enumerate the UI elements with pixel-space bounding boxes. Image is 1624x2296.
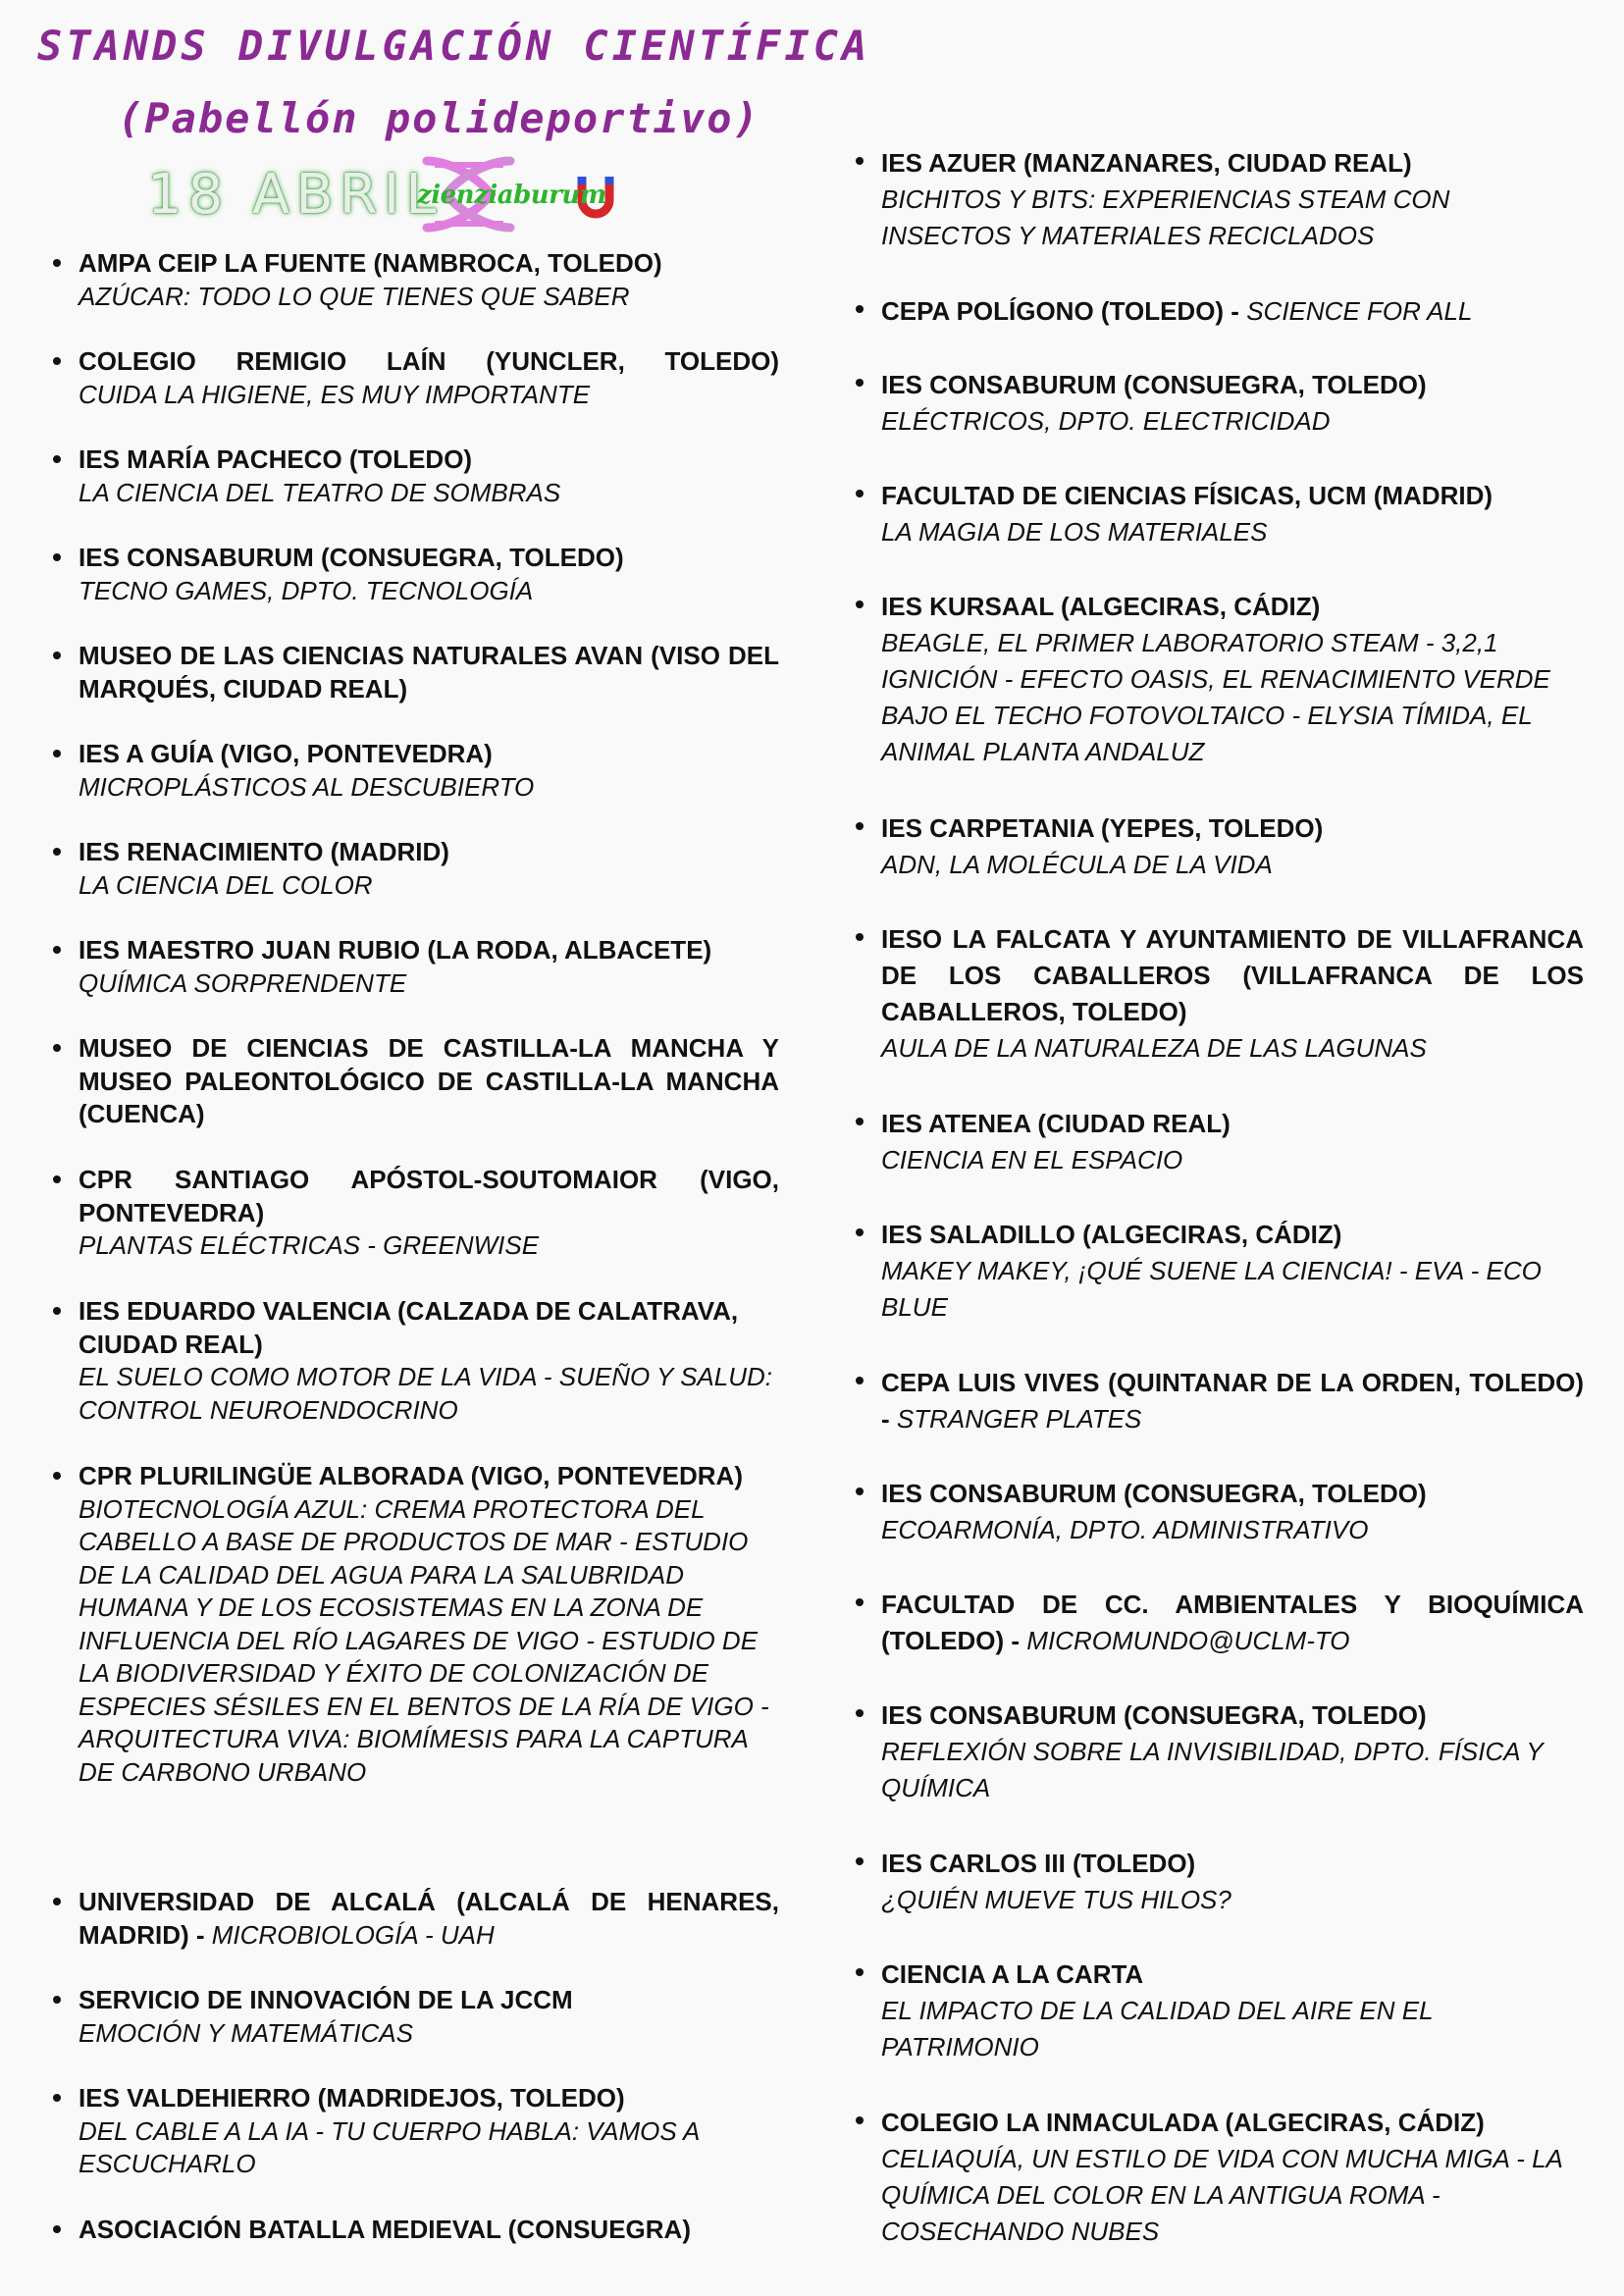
topic: REFLEXIÓN SOBRE LA INVISIBILIDAD, DPTO. FÍSICA Y QUÍMICA [881, 1737, 1544, 1802]
bullet-icon [856, 157, 864, 165]
institution: IES CONSABURUM (CONSUEGRA, TOLEDO) [881, 1700, 1427, 1730]
page-title: STANDS DIVULGACIÓN CIENTÍFICA [37, 22, 871, 70]
list-item [79, 2214, 779, 2247]
list-item [79, 1460, 779, 1789]
bullet-icon [856, 1968, 864, 1976]
topic: LA CIENCIA DEL COLOR [79, 869, 373, 900]
institution: FACULTAD DE CIENCIAS FÍSICAS, UCM (MADRID) [881, 481, 1493, 510]
institution: IES A GUÍA (VIGO, PONTEVEDRA) [79, 739, 493, 768]
institution: COLEGIO LA INMACULADA (ALGECIRAS, CÁDIZ) [881, 2108, 1485, 2137]
logo-text: zienziaburum [417, 181, 606, 210]
list-item [881, 810, 1584, 883]
bullet-icon [53, 946, 61, 954]
topic: LA MAGIA DE LOS MATERIALES [881, 517, 1268, 547]
topic: QUÍMICA SORPRENDENTE [79, 967, 407, 998]
institution: IES CONSABURUM (CONSUEGRA, TOLEDO) [881, 370, 1427, 399]
bullet-icon [53, 553, 61, 561]
topic: ELÉCTRICOS, DPTO. ELECTRICIDAD [881, 406, 1331, 436]
list-item [79, 1032, 779, 1131]
list-item [881, 1106, 1584, 1178]
list-item [79, 640, 779, 705]
bullet-icon [856, 1709, 864, 1717]
topic: BEAGLE, EL PRIMER LABORATORIO STEAM - 3,2,1 IGNICIÓN - EFECTO OASIS, EL RENACIMIENTO VERDE BAJO EL TECHO FOTOVOLTAICO - ELYSIA TÍMIDA, EL ANIMAL PLANTA ANDALUZ [881, 628, 1550, 766]
topic: MICROBIOLOGÍA - UAH [211, 1919, 495, 1950]
list-item [79, 247, 779, 313]
list-item [79, 738, 779, 804]
topic: PLANTAS ELÉCTRICAS - GREENWISE [79, 1230, 540, 1260]
event-date: 18 ABRIL [147, 163, 443, 227]
bullet-icon [53, 1044, 61, 1052]
topic: STRANGER PLATES [896, 1404, 1142, 1434]
list-item [79, 1984, 779, 2050]
institution: COLEGIO REMIGIO LAÍN (YUNCLER, TOLEDO) [79, 346, 779, 376]
institution: UNIVERSIDAD DE ALCALÁ (ALCALÁ DE HENARES, MADRID) - [79, 1887, 779, 1950]
list-item [79, 345, 779, 411]
topic: BICHITOS Y BITS: EXPERIENCIAS STEAM CON INSECTOS Y MATERIALES RECICLADOS [881, 184, 1450, 250]
institution: SERVICIO DE INNOVACIÓN DE LA JCCM [79, 1985, 573, 2014]
list-item [881, 1697, 1584, 1806]
topic: EL IMPACTO DE LA CALIDAD DEL AIRE EN EL PATRIMONIO [881, 1996, 1434, 2061]
topic: MICROMUNDO@UCLM-TO [1026, 1626, 1350, 1655]
institution: FACULTAD DE CC. AMBIENTALES Y BIOQUÍMICA (TOLEDO) - [881, 1590, 1584, 1655]
bullet-icon [53, 848, 61, 856]
institution: IES SALADILLO (ALGECIRAS, CÁDIZ) [881, 1220, 1342, 1249]
list-item [79, 1886, 779, 1952]
bullet-icon [856, 1487, 864, 1495]
list-item [881, 367, 1584, 440]
zienziaburum-logo [417, 155, 643, 234]
list-item [881, 293, 1584, 330]
page-subtitle: (Pabellón polideportivo) [118, 94, 760, 142]
bullet-icon [856, 2116, 864, 2124]
list-item [79, 1164, 779, 1263]
bullet-icon [53, 259, 61, 267]
bullet-icon [856, 1598, 864, 1606]
institution: CPR SANTIAGO APÓSTOL-SOUTOMAIOR (VIGO, PONTEVEDRA) [79, 1165, 779, 1227]
institution: AMPA CEIP LA FUENTE (NAMBROCA, TOLEDO) [79, 248, 662, 278]
institution: IES VALDEHIERRO (MADRIDEJOS, TOLEDO) [79, 2083, 625, 2113]
list-item [881, 145, 1584, 254]
topic: AULA DE LA NATURALEZA DE LAS LAGUNAS [881, 1033, 1427, 1063]
institution: MUSEO DE CIENCIAS DE CASTILLA-LA MANCHA Y MUSEO PALEONTOLÓGICO DE CASTILLA-LA MANCHA (CUENCA) [79, 1033, 779, 1128]
topic: ¿QUIÉN MUEVE TUS HILOS? [881, 1885, 1231, 1914]
institution: IES AZUER (MANZANARES, CIUDAD REAL) [881, 148, 1412, 178]
institution: IES ATENEA (CIUDAD REAL) [881, 1109, 1231, 1138]
topic: ADN, LA MOLÉCULA DE LA VIDA [881, 850, 1273, 879]
list-item [881, 1846, 1584, 1918]
topic: CELIAQUÍA, UN ESTILO DE VIDA CON MUCHA MIGA - LA QUÍMICA DEL COLOR EN LA ANTIGUA ROMA - COSECHANDO NUBES [881, 2144, 1562, 2246]
institution: IES CONSABURUM (CONSUEGRA, TOLEDO) [79, 543, 624, 572]
bullet-icon [856, 822, 864, 830]
institution: IES KURSAAL (ALGECIRAS, CÁDIZ) [881, 592, 1321, 621]
bullet-icon [53, 1307, 61, 1315]
topic: SCIENCE FOR ALL [1246, 296, 1473, 326]
list-item [881, 2105, 1584, 2250]
list-item [881, 1476, 1584, 1548]
bullet-icon [53, 1898, 61, 1905]
bullet-icon [856, 379, 864, 387]
bullet-icon [856, 933, 864, 941]
bullet-icon [856, 1228, 864, 1236]
institution: CEPA LUIS VIVES (QUINTANAR DE LA ORDEN, TOLEDO) - [881, 1368, 1584, 1434]
bullet-icon [856, 1118, 864, 1125]
institution: CEPA POLÍGONO (TOLEDO) - [881, 296, 1247, 326]
list-item [79, 1295, 779, 1427]
bullet-icon [856, 600, 864, 608]
bullet-icon [856, 305, 864, 313]
bullet-icon [53, 2094, 61, 2102]
list-item [881, 1365, 1584, 1437]
bullet-icon [53, 750, 61, 757]
topic: MAKEY MAKEY, ¡QUÉ SUENE LA CIENCIA! - EVA - ECO BLUE [881, 1256, 1542, 1322]
topic: EL SUELO COMO MOTOR DE LA VIDA - SUEÑO Y SALUD: CONTROL NEUROENDOCRINO [79, 1362, 773, 1425]
institution: IES MAESTRO JUAN RUBIO (LA RODA, ALBACETE) [79, 935, 712, 965]
institution: MUSEO DE LAS CIENCIAS NATURALES AVAN (VISO DEL MARQUÉS, CIUDAD REAL) [79, 641, 779, 704]
topic: EMOCIÓN Y MATEMÁTICAS [79, 2017, 413, 2048]
topic: CUIDA LA HIGIENE, ES MUY IMPORTANTE [79, 379, 591, 409]
institution: IESO LA FALCATA Y AYUNTAMIENTO DE VILLAFRANCA DE LOS CABALLEROS (VILLAFRANCA DE LOS CABALLEROS, TOLEDO) [881, 924, 1584, 1026]
list-item [79, 444, 779, 509]
bullet-icon [53, 1996, 61, 2004]
institution: IES MARÍA PACHECO (TOLEDO) [79, 444, 473, 474]
list-item [881, 589, 1584, 770]
list-item [79, 934, 779, 1000]
topic: DEL CABLE A LA IA - TU CUERPO HABLA: VAMOS A ESCUCHARLO [79, 2115, 700, 2178]
topic: AZÚCAR: TODO LO QUE TIENES QUE SABER [79, 281, 630, 311]
bullet-icon [53, 455, 61, 463]
institution: IES CARLOS III (TOLEDO) [881, 1849, 1196, 1878]
list-item [881, 1957, 1584, 2065]
list-item [79, 542, 779, 607]
bullet-icon [53, 652, 61, 659]
topic: MICROPLÁSTICOS AL DESCUBIERTO [79, 771, 535, 802]
bullet-icon [856, 490, 864, 497]
bullet-icon [53, 1472, 61, 1480]
institution: IES CARPETANIA (YEPES, TOLEDO) [881, 813, 1324, 843]
list-item [79, 836, 779, 902]
bullet-icon [53, 2225, 61, 2233]
institution: CPR PLURILINGÜE ALBORADA (VIGO, PONTEVEDRA) [79, 1461, 743, 1490]
topic: TECNO GAMES, DPTO. TECNOLOGÍA [79, 575, 534, 605]
bullet-icon [53, 1175, 61, 1183]
list-item [881, 478, 1584, 550]
list-item [881, 1587, 1584, 1659]
institution: IES CONSABURUM (CONSUEGRA, TOLEDO) [881, 1479, 1427, 1508]
topic: CIENCIA EN EL ESPACIO [881, 1145, 1183, 1174]
bullet-icon [53, 357, 61, 365]
list-item [79, 2082, 779, 2181]
bullet-icon [856, 1377, 864, 1384]
institution: IES RENACIMIENTO (MADRID) [79, 837, 449, 866]
institution: ASOCIACIÓN BATALLA MEDIEVAL (CONSUEGRA) [79, 2215, 691, 2244]
topic: LA CIENCIA DEL TEATRO DE SOMBRAS [79, 477, 561, 507]
topic: BIOTECNOLOGÍA AZUL: CREMA PROTECTORA DEL CABELLO A BASE DE PRODUCTOS DE MAR - ESTUDIO DE LA CALIDAD DEL AGUA PARA LA SALUBRIDAD HUMANA Y DE LOS ECOSISTEMAS EN LA ZONA DE INFLUENCIA DEL RÍO LAGARES DE VIGO - ESTUDIO DE LA BIODIVERSIDAD Y ÉXITO DE COLONIZACIÓN DE ESPECIES SÉSILES EN EL BENTOS DE LA RÍA DE VIGO - ARQUITECTURA VIVA: BIOMÍMESIS PARA LA CAPTURA DE CARBONO URBANO [79, 1493, 769, 1787]
bullet-icon [856, 1857, 864, 1865]
topic: ECOARMONÍA, DPTO. ADMINISTRATIVO [881, 1515, 1369, 1544]
list-item [881, 1217, 1584, 1326]
list-item [881, 921, 1584, 1067]
institution: IES EDUARDO VALENCIA (CALZADA DE CALATRAVA, CIUDAD REAL) [79, 1296, 739, 1359]
institution: CIENCIA A LA CARTA [881, 1959, 1144, 1989]
